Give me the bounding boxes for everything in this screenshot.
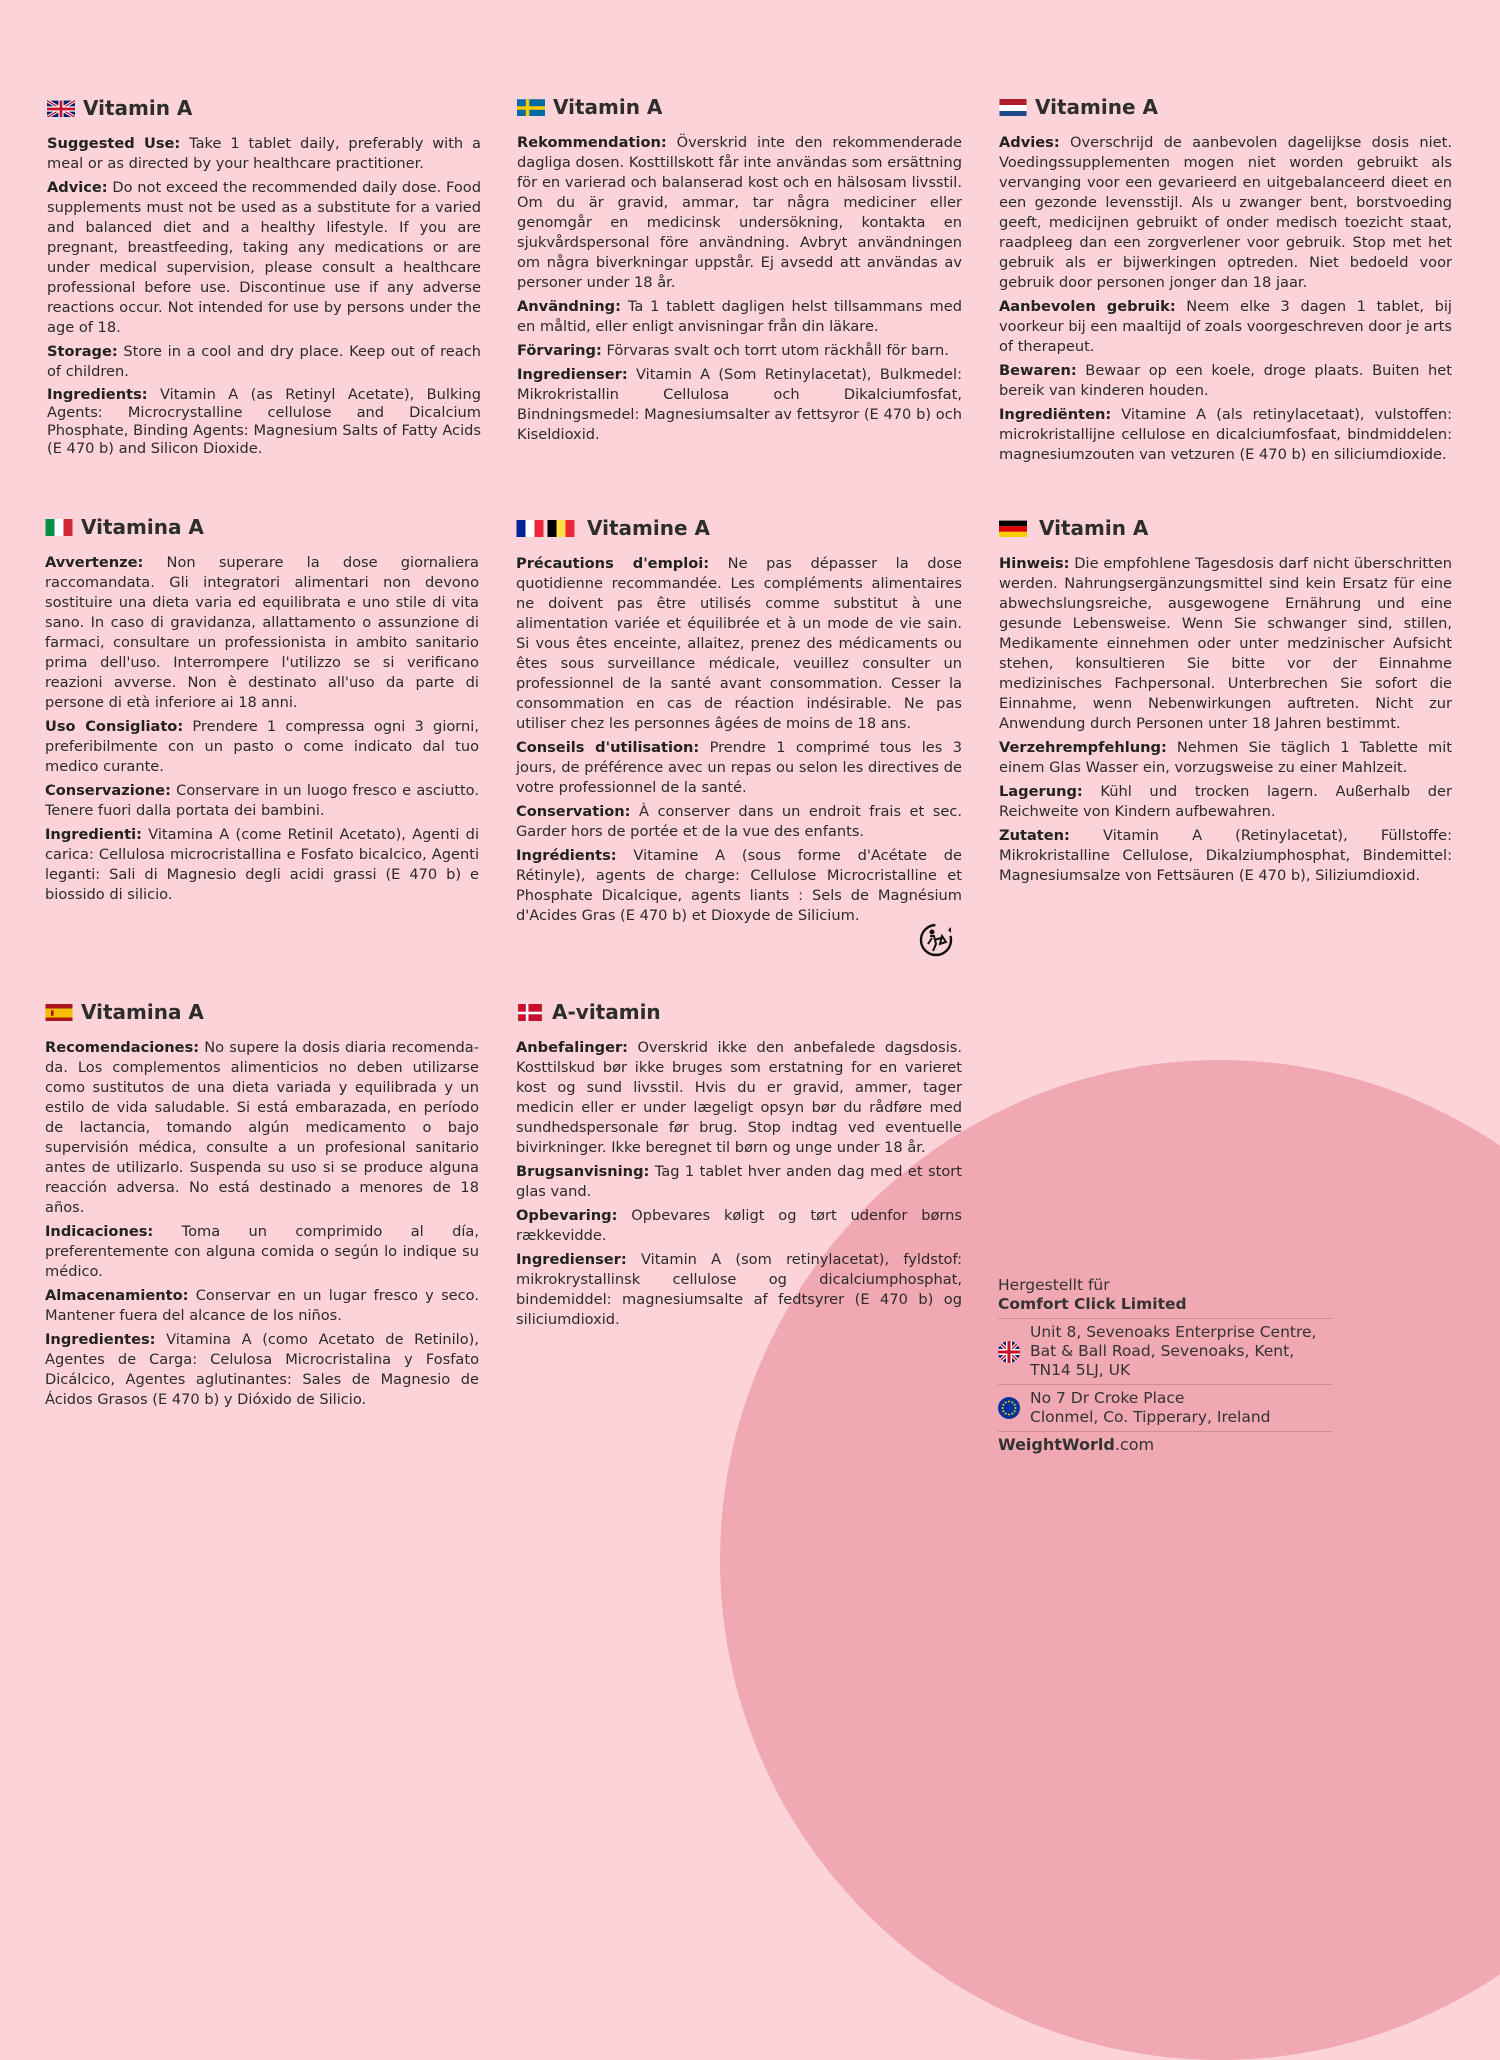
eu-flag-icon — [998, 1397, 1020, 1419]
section-sv-title: Vitamin A — [553, 95, 663, 119]
section-sv-heading — [517, 95, 962, 119]
uk-flag-icon — [998, 1341, 1020, 1363]
section-de — [999, 516, 1452, 890]
section-it-heading — [45, 515, 479, 539]
de-zutaten: Zutaten: Vitamin A (Retinylacetat), Füllstoffe: Mikrokristalline Cellulose, Dikalziumphosphat, Bindemittel: Magnesiumsalze von Fettsäuren (E 470 b), Siliziumdioxid. — [999, 827, 1452, 884]
de-hinweis: Hinweis: Die empfohlene Tagesdosis darf nicht überschritten werden. Nahrungsergänzungsmittel sind kein Ersatz für eine abwechslungsreiche, ausgewogene Ernährung und eine gesunde Lebensweise. Wenn Sie schwanger sind, stillen, Medikamente einnehmen oder unter medzinischer Aufsicht stehen, konsultieren Sie bitte vor der Einnahme medizinisches Fachpersonal. Unterbrechen Sie sofort die Einnahme, wenn Nebenwirkungen auftreten. Nicht zur Anwendung durch Personen unter 18 Jahren bestimmt. — [999, 555, 1452, 732]
section-fr-title: Vitamine A — [587, 516, 710, 540]
manufactured-for-label: Hergestellt für — [998, 1276, 1110, 1294]
section-nl-title: Vitamine A — [1035, 95, 1158, 119]
nl-ingredienten: Ingrediënten: Vitamine A (als retinylacetaat), vulstoffen: microkristallijne cellulose en dicalciumfosfaat, bindmiddelen: magnesiumzouten van vetzuren (E 470 b) en siliciumdioxide. — [999, 406, 1452, 463]
section-sv — [517, 95, 962, 449]
es-ingredientes: Ingredientes: Vitamina A (como Acetato de Retinilo), Agentes de Carga: Celulosa Microcristalina y Fosfato Dicálcico, Agentes aglutinantes: Sales de Magnesio de Ácidos Grasos (E 470 b) y Dióxido de Silicio. — [45, 1331, 479, 1408]
section-es-heading — [45, 1000, 479, 1024]
sv-anvandning: Användning: Ta 1 tablett dagligen helst tillsammans med en måltid, eller enligt anvisningar från din läkare. — [517, 298, 962, 335]
nl-bewaren: Bewaren: Bewaar op een koele, droge plaats. Buiten het bereik van kinderen houden. — [999, 362, 1452, 399]
spain-flag-icon — [45, 1003, 73, 1021]
section-nl-heading — [999, 95, 1452, 119]
sv-forvaring: Förvaring: Förvaras svalt och torrt utom räckhåll för barn. — [517, 342, 949, 359]
da-ingredienser: Ingredienser: Vitamin A (som retinylacetat), fyldstof: mikrokrystallinsk cellulose og dicalciumphosphat, bindemiddel: magnesiumsalte af fedtsyrer (E 470 b) og siliciumdioxid. — [516, 1251, 962, 1328]
uk-address-line: Unit 8, Sevenoaks Enterprise Centre, — [1030, 1323, 1317, 1341]
france-flag-icon — [516, 519, 544, 537]
section-en-heading — [47, 96, 481, 120]
section-en — [47, 96, 481, 462]
de-lagerung: Lagerung: Kühl und trocken lagern. Außerhalb der Reichweite von Kindern aufbewahren. — [999, 783, 1452, 820]
it-avvertenze: Avvertenze: Non superare la dose giornaliera raccomandata. Gli integratori alimentari non devono sostituire una dieta varia ed equilibrata e uno stile di vita sano. In caso di gravidanza, allattamento o assunzione di farmaci, consultare un professionista in ambito sanitario prima dell'uso. Interrompere l'utilizzo se si verificano reazioni avverse. Non è destinato all'uso da parte di persone di età inferiore ai 18 anni. — [45, 554, 479, 711]
section-en-title: Vitamin A — [83, 96, 193, 120]
section-da-heading — [516, 1000, 962, 1024]
de-verzehrempfehlung: Verzehrempfehlung: Nehmen Sie täglich 1 Tablette mit einem Glas Wasser ein, vorzugsweise zu einer Mahlzeit. — [999, 739, 1452, 776]
es-indicaciones: Indicaciones: Toma un comprimido al día, preferentemente con alguna comida o según lo indique su médico. — [45, 1223, 479, 1280]
section-fr — [516, 516, 962, 930]
belgium-flag-icon — [547, 519, 575, 537]
it-ingredienti: Ingredienti: Vitamina A (come Retinil Acetato), Agenti di carica: Cellulosa microcristallina e Fosfato bicalcico, Agenti leganti: Sali di Magnesio degli acidi grassi (E 470 b) e biossido di silicio. — [45, 826, 479, 903]
en-storage: Storage: Store in a cool and dry place. Keep out of reach of children. — [47, 343, 481, 380]
section-es — [45, 1000, 479, 1414]
eu-address-line: Clonmel, Co. Tipperary, Ireland — [1030, 1408, 1271, 1426]
triman-recycle-icon — [918, 922, 954, 958]
section-da — [516, 1000, 962, 1334]
es-recomendaciones: Recomendaciones: No supere la dosis diaria recomendada. Los complementos alimenticios no deben utilizarse como sustitutos de una dieta variada y equilibrada y un estilo de vida saludable. Si está embarazada, en período de lactancia, tomando algún medicamento o bajo supervisión médica, consulte a un profesional sanitario antes de utilizarlo. Suspenda su uso si se produce alguna reacción adversa. No está destinado a menores de 18 años. — [45, 1039, 479, 1216]
uk-address-line: Bat & Ball Road, Sevenoaks, Kent, — [1030, 1342, 1295, 1360]
nl-advies: Advies: Overschrijd de aanbevolen dagelijkse dosis niet. Voedingssupplementen mogen niet worden gebruikt als vervanging voor een gevarieerd en uitgebalanceerd dieet en een gezonde levensstijl. Als u zwanger bent, borstvoeding geeft, medicijnen gebruikt of onder medisch toezicht staat, raadpleeg dan een zorgverlener voor gebruik. Stop met het gebruik als er bijwerkingen optreden. Niet bedoeld voor gebruik door personen jonger dan 18 jaar. — [999, 134, 1452, 291]
it-uso-consigliato: Uso Consigliato: Prendere 1 compressa ogni 3 giorni, preferibilmente con un pasto o come indicato dal tuo medico curante. — [45, 718, 479, 775]
fr-ingredients: Ingrédients: Vitamine A (sous forme d'Acétate de Rétinyle), agents de charge: Cellulose Microcristalline et Phosphate Dicalcique, agents liants : Sels de Magnésium d'Acides Gras (E 470 b) et Dioxyde de Silicium. — [516, 847, 962, 924]
section-da-title: A-vitamin — [552, 1000, 661, 1024]
uk-address-line: TN14 5LJ, UK — [1030, 1361, 1131, 1379]
it-conservazione: Conservazione: Conservare in un luogo fresco e asciutto. Tenere fuori dalla portata dei bambini. — [45, 782, 479, 819]
en-advice: Advice: Do not exceed the recommended daily dose. Food supplements must not be used as a substitute for a varied and balanced diet and a healthy lifestyle. If you are pregnant, breastfeeding, taking any medications or are under medical supervision, please consult a healthcare professional before use. Discontinue use if any adverse reactions occur. Not intended for use by persons under the age of 18. — [47, 179, 481, 336]
sv-ingredienser: Ingredienser: Vitamin A (Som Retinylacetat), Bulkmedel: Mikrokristallin Cellulosa och Dikalciumfosfat, Bindningsmedel: Magnesiumsalter av fettsyror (E 470 b) och Kiseldioxid. — [517, 366, 962, 443]
nl-aanbevolen-gebruik: Aanbevolen gebruik: Neem elke 3 dagen 1 tablet, bij voorkeur bij een maaltijd of zoals voorgeschreven door je arts of therapeut. — [999, 298, 1452, 355]
brand-name: WeightWorld — [998, 1435, 1115, 1454]
eu-address — [998, 1385, 1332, 1431]
da-anbefalinger: Anbefalinger: Overskrid ikke den anbefalede dagsdosis. Kosttilskud bør ikke bruges som erstatning for en varieret kost og sund livsstil. Hvis du er gravid, ammer, tager medicin eller er under lægeligt opsyn bør du rådføre med sundhedspersonale før brug. Stop indtag ved eventuelle bivirkninger. Ikke beregnet til børn og unge under 18 år. — [516, 1039, 962, 1156]
uk-flag-icon — [47, 99, 75, 117]
denmark-flag-icon — [516, 1003, 544, 1021]
da-opbevaring: Opbevaring: Opbevares køligt og tørt udenfor børns rækkevidde. — [516, 1207, 962, 1244]
manufacturer-info — [998, 1276, 1332, 1454]
section-nl — [999, 95, 1452, 469]
uk-address — [998, 1319, 1332, 1384]
eu-address-line: No 7 Dr Croke Place — [1030, 1389, 1185, 1407]
da-brugsanvisning: Brugsanvisning: Tag 1 tablet hver anden dag med et stort glas vand. — [516, 1163, 962, 1200]
section-de-title: Vitamin A — [1039, 516, 1149, 540]
italy-flag-icon — [45, 518, 73, 536]
fr-precautions: Précautions d'emploi: Ne pas dépasser la dose quotidienne recommandée. Les compléments alimentaires ne doivent pas être utilisés comme substitut à une alimentation variée et équilibrée et à un mode de vie sain. Si vous êtes enceinte, allaitez, prenez des médicaments ou êtes sous surveillance médicale, veuillez consulter un professionnel de la santé avant consommation. Cesser la consommation en cas de réaction indésirable. Ne pas utiliser chez les personnes âgées de moins de 18 ans. — [516, 555, 962, 732]
section-de-heading — [999, 516, 1452, 540]
fr-conseils: Conseils d'utilisation: Prendre 1 comprimé tous les 3 jours, de préférence avec un repas ou selon les directives de votre professionnel de la santé. — [516, 739, 962, 796]
es-almacenamiento: Almacenamiento: Conservar en un lugar fresco y seco. Mantener fuera del alcance de los niños. — [45, 1287, 479, 1324]
section-es-title: Vitamina A — [81, 1000, 204, 1024]
brand-domain: .com — [1114, 1435, 1155, 1454]
fr-conservation: Conservation: À conserver dans un endroit frais et sec. Garder hors de portée et de la vue des enfants. — [516, 803, 962, 840]
en-ingredients: Ingredients: Vitamin A (as Retinyl Acetate), Bulking Agents: Microcrystalline cellulose and Dicalcium Phosphate, Binding Agents: Magnesium Salts of Fatty Acids (E 470 b) and Silicon Dioxide. — [47, 386, 481, 457]
sweden-flag-icon — [517, 98, 545, 116]
section-it-title: Vitamina A — [81, 515, 204, 539]
brand-website[interactable] — [998, 1432, 1332, 1454]
section-it — [45, 515, 479, 909]
section-fr-heading — [516, 516, 962, 540]
company-name: Comfort Click Limited — [998, 1295, 1187, 1313]
en-suggested-use: Suggested Use: Take 1 tablet daily, preferably with a meal or as directed by your healthcare practitioner. — [47, 135, 481, 172]
netherlands-flag-icon — [999, 98, 1027, 116]
sv-rekommendation: Rekommendation: Överskrid inte den rekommenderade dagliga dosen. Kosttillskott får inte användas som ersättning för en varierad och balanserad kost och en hälsosam livsstil. Om du är gravid, ammar, tar några mediciner eller genomgår en medicinsk undersökning, kontakta en sjukvårdspersonal före användning. Avbryt användningen om några biverkningar uppstår. Ej avsedd att användas av personer under 18 år. — [517, 134, 962, 291]
germany-flag-icon — [999, 519, 1027, 537]
